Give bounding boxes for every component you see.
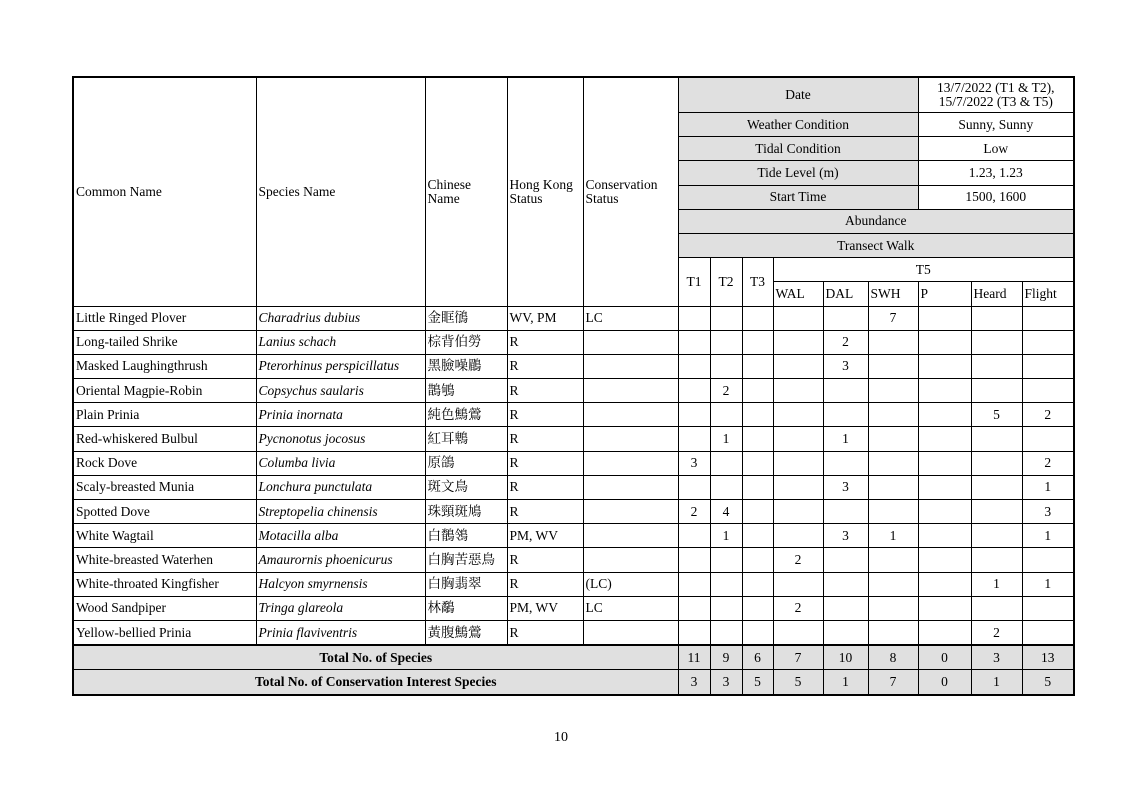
cell-heard [971,451,1022,475]
cell-dal: 2 [823,330,868,354]
cell-flight [1022,427,1074,451]
cell-heard [971,524,1022,548]
cell-wal [773,500,823,524]
cell-wal [773,572,823,596]
total-species-t2: 9 [710,645,742,670]
cell-t2 [710,403,742,427]
total-conservation-flight: 5 [1022,670,1074,695]
cell-dal [823,403,868,427]
total-species-swh: 8 [868,645,918,670]
header-start-time-label: Start Time [678,185,918,209]
cell-cons [583,500,678,524]
cell-dal: 3 [823,524,868,548]
total-species-wal: 7 [773,645,823,670]
total-species-heard: 3 [971,645,1022,670]
cell-hk: R [507,451,583,475]
cell-chinese: 黃腹鷦鶯 [425,620,507,645]
species-rows [73,306,1074,645]
cell-t3 [742,548,773,572]
total-species-t1: 11 [678,645,710,670]
header-t3: T3 [742,258,773,306]
cell-species: Amaurornis phoenicurus [256,548,425,572]
cell-chinese: 紅耳鵯 [425,427,507,451]
cell-chinese: 白胸苦惡鳥 [425,548,507,572]
cell-t3 [742,379,773,403]
cell-t2 [710,475,742,499]
cell-wal [773,306,823,330]
header-dal: DAL [823,282,868,306]
cell-heard: 1 [971,572,1022,596]
cell-cons [583,475,678,499]
cell-cons [583,403,678,427]
cell-t3 [742,354,773,378]
cell-heard [971,475,1022,499]
cell-swh: 1 [868,524,918,548]
cell-t2 [710,451,742,475]
header-weather-label: Weather Condition [678,113,918,137]
cell-t3 [742,596,773,620]
cell-t3 [742,500,773,524]
table-row [73,379,1074,403]
cell-t1 [678,524,710,548]
cell-species: Charadrius dubius [256,306,425,330]
cell-chinese: 黑臉噪鶥 [425,354,507,378]
cell-common: Long-tailed Shrike [73,330,256,354]
table-row [73,548,1074,572]
cell-cons [583,451,678,475]
cell-p [918,403,971,427]
cell-swh [868,596,918,620]
cell-t3 [742,620,773,645]
cell-hk: R [507,354,583,378]
header-species-name: Species Name [256,77,425,306]
cell-p [918,572,971,596]
header-t5: T5 [773,258,1074,282]
cell-flight: 2 [1022,451,1074,475]
bird-survey-table [72,76,1075,696]
cell-dal: 3 [823,475,868,499]
cell-t3 [742,330,773,354]
cell-dal [823,379,868,403]
table-row [73,524,1074,548]
cell-p [918,475,971,499]
cell-flight: 1 [1022,572,1074,596]
cell-heard [971,500,1022,524]
cell-cons [583,379,678,403]
cell-swh [868,330,918,354]
cell-swh [868,620,918,645]
cell-t1 [678,572,710,596]
cell-chinese: 金眶鴴 [425,306,507,330]
table-row [73,572,1074,596]
cell-t3 [742,451,773,475]
cell-species: Pycnonotus jocosus [256,427,425,451]
cell-t1 [678,330,710,354]
cell-dal [823,306,868,330]
cell-flight: 2 [1022,403,1074,427]
cell-flight: 1 [1022,475,1074,499]
cell-common: White-throated Kingfisher [73,572,256,596]
cell-common: Scaly-breasted Munia [73,475,256,499]
cell-species: Halcyon smyrnensis [256,572,425,596]
cell-flight [1022,330,1074,354]
cell-dal: 1 [823,427,868,451]
cell-hk: PM, WV [507,596,583,620]
cell-dal [823,572,868,596]
cell-wal: 2 [773,596,823,620]
header-chinese-name: Chinese Name [425,77,507,306]
cell-dal [823,500,868,524]
cell-chinese: 鵲鴝 [425,379,507,403]
cell-t2: 4 [710,500,742,524]
cell-t1: 2 [678,500,710,524]
cell-t1 [678,596,710,620]
cell-dal [823,548,868,572]
cell-species: Columba livia [256,451,425,475]
total-species-t3: 6 [742,645,773,670]
cell-dal [823,620,868,645]
cell-t3 [742,475,773,499]
total-conservation-t2: 3 [710,670,742,695]
cell-cons [583,354,678,378]
cell-cons [583,548,678,572]
total-conservation-swh: 7 [868,670,918,695]
cell-hk: R [507,379,583,403]
cell-species: Motacilla alba [256,524,425,548]
cell-t2: 1 [710,524,742,548]
cell-swh [868,379,918,403]
cell-t1 [678,306,710,330]
total-conservation-label: Total No. of Conservation Interest Species [73,670,678,695]
cell-p [918,451,971,475]
cell-cons: LC [583,596,678,620]
total-species-p: 0 [918,645,971,670]
cell-common: White Wagtail [73,524,256,548]
cell-species: Tringa glareola [256,596,425,620]
cell-t1 [678,548,710,572]
cell-wal [773,451,823,475]
cell-heard [971,596,1022,620]
header-conservation-status: Conservation Status [583,77,678,306]
header-hk-status: Hong Kong Status [507,77,583,306]
cell-cons: LC [583,306,678,330]
table-row [73,596,1074,620]
cell-common: Red-whiskered Bulbul [73,427,256,451]
cell-p [918,427,971,451]
cell-swh [868,475,918,499]
cell-dal: 3 [823,354,868,378]
cell-common: Plain Prinia [73,403,256,427]
cell-t1 [678,475,710,499]
cell-chinese: 斑文鳥 [425,475,507,499]
cell-cons [583,330,678,354]
cell-t2: 2 [710,379,742,403]
cell-chinese: 白鶺鴒 [425,524,507,548]
cell-t3 [742,306,773,330]
cell-hk: R [507,427,583,451]
cell-hk: PM, WV [507,524,583,548]
cell-t1 [678,403,710,427]
page-number: 10 [554,730,568,745]
cell-hk: R [507,548,583,572]
cell-t2 [710,596,742,620]
cell-wal [773,475,823,499]
cell-hk: R [507,403,583,427]
header-common-name: Common Name [73,77,256,306]
cell-flight [1022,354,1074,378]
cell-t2 [710,354,742,378]
cell-t2 [710,620,742,645]
header-abundance: Abundance [678,209,1074,233]
total-conservation-p: 0 [918,670,971,695]
cell-heard: 2 [971,620,1022,645]
cell-p [918,620,971,645]
header-flight: Flight [1022,282,1074,306]
cell-p [918,548,971,572]
cell-t2 [710,548,742,572]
header-date-value: 13/7/2022 (T1 & T2), 15/7/2022 (T3 & T5) [918,77,1074,113]
header-tidal-value: Low [918,137,1074,161]
header-start-time-value: 1500, 1600 [918,185,1074,209]
cell-hk: R [507,620,583,645]
header-swh: SWH [868,282,918,306]
cell-wal [773,330,823,354]
total-conservation-heard: 1 [971,670,1022,695]
cell-cons [583,620,678,645]
cell-swh [868,403,918,427]
table-row [73,620,1074,645]
cell-heard [971,354,1022,378]
cell-common: Rock Dove [73,451,256,475]
total-species-label: Total No. of Species [73,645,678,670]
header-wal: WAL [773,282,823,306]
cell-swh [868,451,918,475]
header-tidal-label: Tidal Condition [678,137,918,161]
cell-chinese: 棕背伯勞 [425,330,507,354]
cell-heard [971,548,1022,572]
cell-p [918,524,971,548]
cell-p [918,330,971,354]
cell-flight [1022,548,1074,572]
cell-common: Wood Sandpiper [73,596,256,620]
cell-chinese: 珠頸斑鳩 [425,500,507,524]
header-p: P [918,282,971,306]
cell-species: Lonchura punctulata [256,475,425,499]
cell-t2: 1 [710,427,742,451]
total-conservation-wal: 5 [773,670,823,695]
cell-species: Pterorhinus perspicillatus [256,354,425,378]
cell-wal [773,620,823,645]
total-species-dal: 10 [823,645,868,670]
cell-heard [971,427,1022,451]
cell-heard [971,306,1022,330]
header-heard: Heard [971,282,1022,306]
cell-swh [868,548,918,572]
cell-common: Yellow-bellied Prinia [73,620,256,645]
cell-common: Oriental Magpie-Robin [73,379,256,403]
cell-t3 [742,403,773,427]
table-row [73,500,1074,524]
cell-chinese: 林鷸 [425,596,507,620]
cell-cons: (LC) [583,572,678,596]
cell-wal [773,379,823,403]
cell-flight [1022,596,1074,620]
cell-t1 [678,354,710,378]
cell-p [918,354,971,378]
cell-wal [773,354,823,378]
header-date-label: Date [678,77,918,113]
table-row [73,403,1074,427]
cell-swh [868,500,918,524]
cell-t3 [742,524,773,548]
cell-wal: 2 [773,548,823,572]
cell-chinese: 原鴿 [425,451,507,475]
cell-t1 [678,620,710,645]
cell-t1 [678,379,710,403]
header-tide-level-label: Tide Level (m) [678,161,918,185]
cell-species: Prinia flaviventris [256,620,425,645]
cell-p [918,379,971,403]
cell-species: Prinia inornata [256,403,425,427]
cell-species: Copsychus saularis [256,379,425,403]
cell-cons [583,524,678,548]
cell-t2 [710,330,742,354]
header-t2: T2 [710,258,742,306]
header-t1: T1 [678,258,710,306]
cell-p [918,500,971,524]
cell-heard: 5 [971,403,1022,427]
cell-wal [773,524,823,548]
cell-t2 [710,306,742,330]
table-row [73,427,1074,451]
cell-flight: 3 [1022,500,1074,524]
cell-dal [823,596,868,620]
cell-species: Lanius schach [256,330,425,354]
cell-hk: WV, PM [507,306,583,330]
cell-p [918,306,971,330]
cell-heard [971,330,1022,354]
cell-t1: 3 [678,451,710,475]
header-transect-walk: Transect Walk [678,233,1074,257]
cell-dal [823,451,868,475]
cell-t1 [678,427,710,451]
cell-hk: R [507,500,583,524]
total-conservation-t3: 5 [742,670,773,695]
cell-swh: 7 [868,306,918,330]
cell-common: White-breasted Waterhen [73,548,256,572]
cell-flight [1022,620,1074,645]
cell-hk: R [507,572,583,596]
header-weather-value: Sunny, Sunny [918,113,1074,137]
cell-species: Streptopelia chinensis [256,500,425,524]
total-species-flight: 13 [1022,645,1074,670]
total-conservation-t1: 3 [678,670,710,695]
cell-flight: 1 [1022,524,1074,548]
header-tide-level-value: 1.23, 1.23 [918,161,1074,185]
cell-flight [1022,306,1074,330]
cell-p [918,596,971,620]
cell-hk: R [507,330,583,354]
cell-chinese: 純色鷦鶯 [425,403,507,427]
table-row [73,475,1074,499]
cell-flight [1022,379,1074,403]
cell-t3 [742,572,773,596]
total-conservation-dal: 1 [823,670,868,695]
cell-heard [971,379,1022,403]
cell-swh [868,354,918,378]
cell-t3 [742,427,773,451]
cell-t2 [710,572,742,596]
table-row [73,306,1074,330]
cell-common: Little Ringed Plover [73,306,256,330]
cell-chinese: 白胸翡翠 [425,572,507,596]
table-row [73,354,1074,378]
cell-common: Masked Laughingthrush [73,354,256,378]
cell-wal [773,427,823,451]
table-row [73,330,1074,354]
cell-common: Spotted Dove [73,500,256,524]
cell-swh [868,572,918,596]
table-row [73,451,1074,475]
cell-wal [773,403,823,427]
cell-cons [583,427,678,451]
cell-swh [868,427,918,451]
cell-hk: R [507,475,583,499]
